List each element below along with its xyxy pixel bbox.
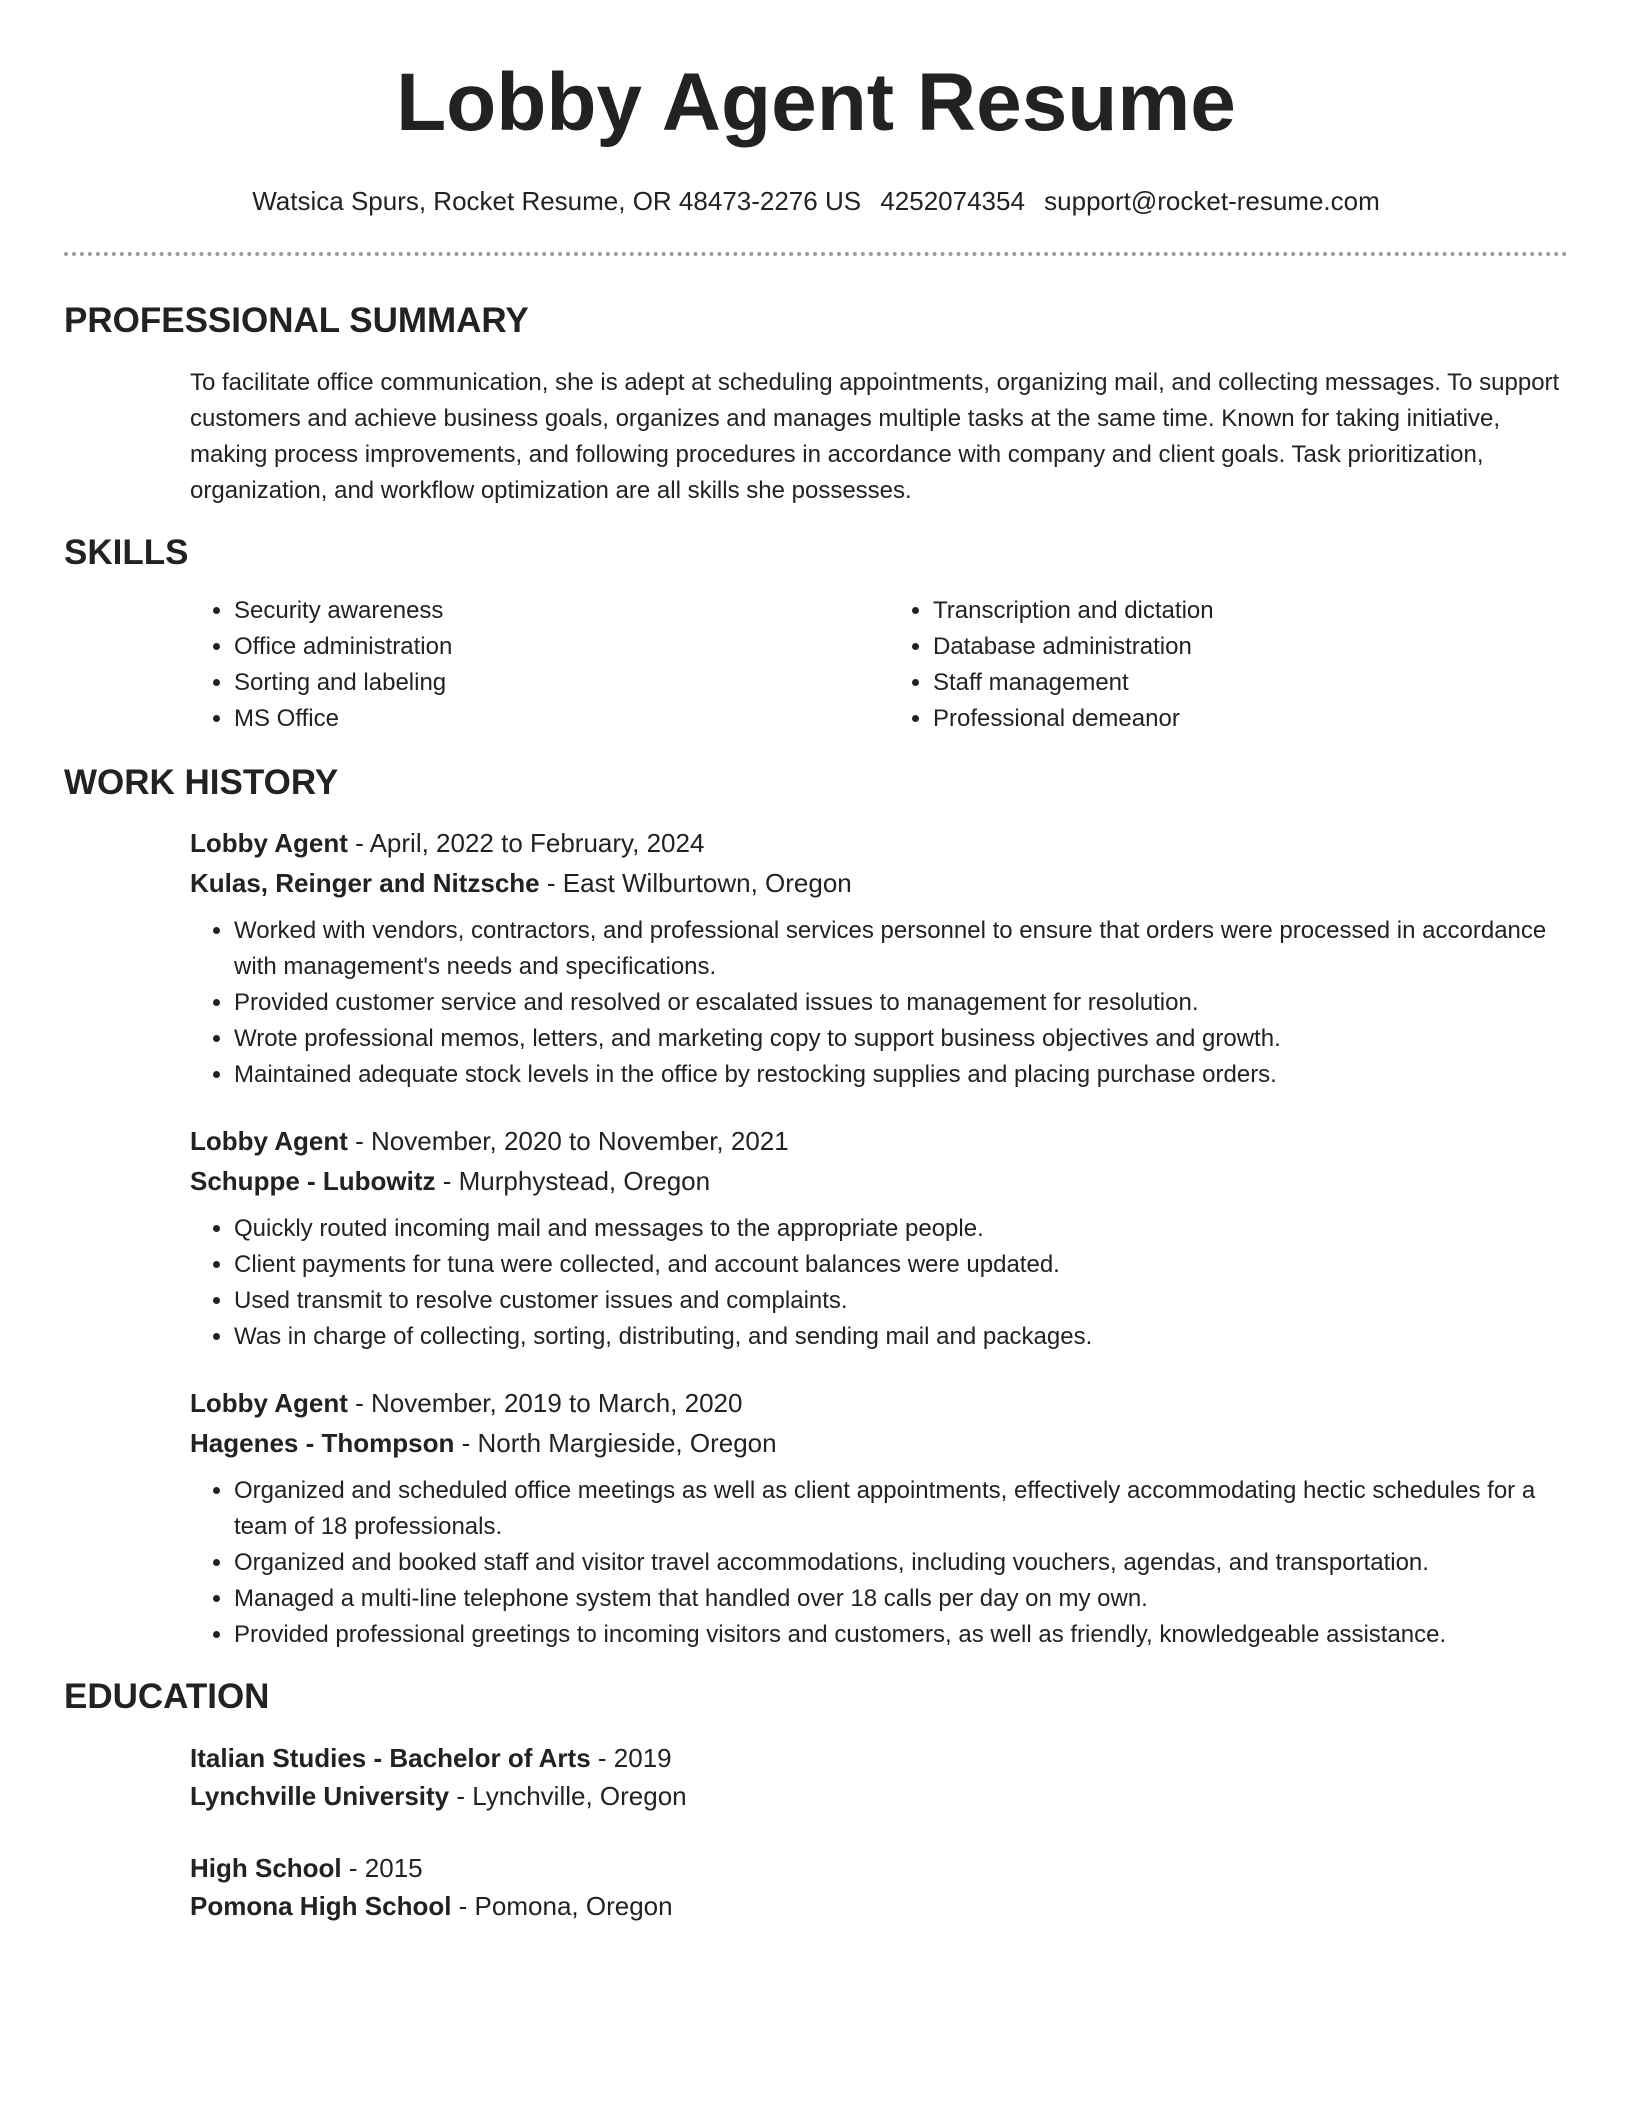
job-bullet: • Provided customer service and resolved or escalated issues to management for resolution.	[234, 985, 1568, 1021]
job-location: - Murphystead, Oregon	[435, 1166, 711, 1196]
summary-text: To facilitate office communication, she is adept at scheduling appointments, organizing mail, and collecting messages. To support customers and achieve business goals, organizes and manages multiple tasks at the same time. Known for taking initiative, making process improvements, and following procedures in accordance with company and client goals. Task prioritization, organization, and workflow optimization are all skills she possesses.	[190, 369, 1560, 504]
job-location: - North Margieside, Oregon	[454, 1428, 777, 1458]
skill-item: • MS Office	[234, 701, 869, 737]
job-entry	[190, 1383, 1568, 1653]
job-dates: - April, 2022 to February, 2024	[347, 828, 705, 858]
education-degree: High School	[190, 1853, 342, 1883]
job-bullet: • Managed a multi-line telephone system that handled over 18 calls per day on my own.	[234, 1581, 1568, 1617]
skills-column-left	[190, 593, 869, 737]
education-entry	[190, 1739, 1568, 1815]
job-title-line	[190, 1383, 1568, 1423]
job-title: Lobby Agent	[190, 1388, 348, 1418]
section-title-skills: SKILLS	[64, 533, 189, 572]
contact-address: Watsica Spurs, Rocket Resume, OR 48473-2276 US	[252, 186, 862, 216]
job-bullet: • Used transmit to resolve customer issues and complaints.	[234, 1283, 1568, 1319]
education-location: - Lynchville, Oregon	[449, 1781, 687, 1811]
section-title-education: EDUCATION	[64, 1677, 270, 1716]
education-entry	[190, 1849, 1568, 1925]
job-bullet: • Organized and scheduled office meetings as well as client appointments, effectively accommodating hectic schedules for a team of 18 professionals.	[234, 1473, 1568, 1545]
job-bullet: • Was in charge of collecting, sorting, distributing, and sending mail and packages.	[234, 1319, 1568, 1355]
job-company-line	[190, 1161, 1568, 1201]
education-school-line	[190, 1887, 1568, 1925]
job-bullets	[190, 913, 1568, 1093]
education-degree: Italian Studies - Bachelor of Arts	[190, 1743, 591, 1773]
contact-email: support@rocket-resume.com	[1044, 186, 1380, 216]
job-company-line	[190, 1423, 1568, 1463]
section-title-summary: PROFESSIONAL SUMMARY	[64, 301, 529, 340]
job-location: - East Wilburtown, Oregon	[539, 868, 852, 898]
education-year: - 2019	[590, 1743, 672, 1773]
job-title: Lobby Agent	[190, 828, 348, 858]
contact-line	[64, 184, 1568, 218]
job-bullet: • Client payments for tuna were collected, and account balances were updated.	[234, 1247, 1568, 1283]
skills-column-right	[889, 593, 1568, 737]
education-location: - Pomona, Oregon	[451, 1891, 673, 1921]
job-bullet: • Quickly routed incoming mail and messages to the appropriate people.	[234, 1211, 1568, 1247]
job-dates: - November, 2020 to November, 2021	[347, 1126, 789, 1156]
header-divider	[64, 252, 1568, 256]
job-bullet: • Maintained adequate stock levels in the office by restocking supplies and placing purchase orders.	[234, 1057, 1568, 1093]
job-company: Kulas, Reinger and Nitzsche	[190, 868, 540, 898]
job-entry	[190, 1121, 1568, 1355]
skill-item: • Transcription and dictation	[933, 593, 1568, 629]
job-title: Lobby Agent	[190, 1126, 348, 1156]
education-school: Pomona High School	[190, 1891, 452, 1921]
job-title-line	[190, 1121, 1568, 1161]
skills-list	[190, 593, 1568, 737]
section-title-work-history: WORK HISTORY	[64, 763, 339, 802]
job-entry	[190, 823, 1568, 1093]
skill-item: • Staff management	[933, 665, 1568, 701]
job-bullet: • Provided professional greetings to incoming visitors and customers, as well as friendly, knowledgeable assistance.	[234, 1617, 1568, 1653]
contact-phone: 4252074354	[880, 186, 1025, 216]
skill-item: • Professional demeanor	[933, 701, 1568, 737]
skill-item: • Database administration	[933, 629, 1568, 665]
job-bullets	[190, 1473, 1568, 1653]
job-company: Hagenes - Thompson	[190, 1428, 455, 1458]
job-title-line	[190, 823, 1568, 863]
skill-item: • Sorting and labeling	[234, 665, 869, 701]
job-bullets	[190, 1211, 1568, 1355]
skill-item: • Office administration	[234, 629, 869, 665]
job-dates: - November, 2019 to March, 2020	[347, 1388, 743, 1418]
job-bullet: • Worked with vendors, contractors, and professional services personnel to ensure that orders were processed in accordance with management's needs and specifications.	[234, 913, 1568, 985]
job-bullet: • Organized and booked staff and visitor travel accommodations, including vouchers, agendas, and transportation.	[234, 1545, 1568, 1581]
education-school: Lynchville University	[190, 1781, 450, 1811]
resume-title: Lobby Agent Resume	[396, 57, 1236, 148]
job-company: Schuppe - Lubowitz	[190, 1166, 436, 1196]
job-company-line	[190, 863, 1568, 903]
education-degree-line	[190, 1739, 1568, 1777]
education-degree-line	[190, 1849, 1568, 1887]
education-school-line	[190, 1777, 1568, 1815]
job-bullet: • Wrote professional memos, letters, and marketing copy to support business objectives and growth.	[234, 1021, 1568, 1057]
skill-item: • Security awareness	[234, 593, 869, 629]
education-year: - 2015	[341, 1853, 423, 1883]
